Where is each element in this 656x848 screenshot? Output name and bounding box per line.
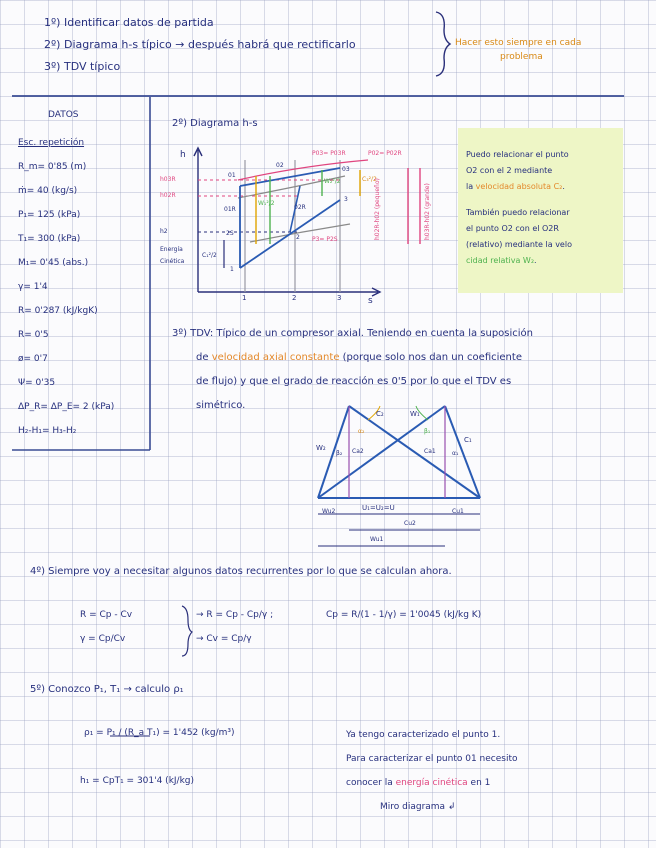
hs-tick: 1 [242,294,247,302]
note-line: (relativo) mediante la velo [466,240,572,249]
tdv-label: α₁ [452,450,459,457]
formula: Cp = R/(1 - 1/γ) = 1'0045 (kJ/kg K) [326,610,482,620]
datos-item: ṁ= 40 (kg/s) [18,186,78,196]
formula: → R = Cp - Cp/γ ; [196,610,274,620]
hs-label: C₃²/2 [362,176,377,183]
hs-label: 2S [226,230,234,237]
remark-line: Para caracterizar el punto 01 necesito [346,754,518,764]
note-line: También puedo relacionar [466,208,570,217]
section3-line1: 3º) TDV: Típico de un compresor axial. Teniendo en cuenta la suposición [172,328,534,339]
datos-item: H₂-H₁= H₃-H₂ [18,426,77,436]
tdv-diagram [318,406,480,546]
datos-item: T₁= 300 (kPa) [18,234,81,244]
hs-tick: 3 [337,294,342,302]
remark-line: Miro diagrama ↲ [380,802,456,812]
hs-label: W₁²/2 [258,200,275,207]
hs-label: 2 [296,234,300,241]
tdv-label: α₂ [358,428,365,435]
hs-label: P02= P02R [368,150,402,157]
formula: γ = Cp/Cv [80,634,126,644]
formula: → Cv = Cp/γ [196,634,252,644]
step1-text: 1º) Identificar datos de partida [44,16,214,29]
datos-item: P₁= 125 (kPa) [18,210,81,220]
tdv-label: C₁ [464,436,472,444]
hs-label: h2 [160,228,168,235]
hs-label: h02R [160,192,176,199]
hs-rotated-label: h02R-h02 (pequeño) [374,178,381,240]
datos-item: Ψ= 0'35 [18,378,56,388]
tdv-label: W₂ [316,444,326,452]
hs-label: Energía [160,246,183,253]
remark-line: conocer la energía cinética en 1 [346,778,491,788]
hs-label: 01R [224,206,236,213]
datos-item: γ= 1'4 [18,282,48,292]
hs-label: C₁²/2 [202,252,217,259]
hs-label: 02 [276,162,284,169]
brace-shape [436,12,450,76]
hs-label: 3 [344,196,348,203]
note-line: el punto O2 con el O2R [466,224,559,233]
step3-text: 3º) TDV típico [44,60,121,73]
hs-label: W₂²/2 [324,178,341,185]
brace-note-line2: problema [500,52,543,62]
hs-label: 03 [342,166,350,173]
hs-label: P03= P03R [312,150,346,157]
note-line: O2 con el 2 mediante [466,166,553,175]
axis-s-label: s [368,296,373,306]
hs-diagram [194,148,420,296]
tdv-label: Cu2 [404,520,416,527]
note-line: cidad relativa W₂. [466,256,537,265]
rho-formula: ρ₁ = P₁ / (R_a T₁) = 1'452 (kg/m³) [84,728,235,738]
section3-line4: simétrico. [196,400,246,411]
datos-item: Esc. repetición [18,138,85,148]
tdv-label: W₁ [410,410,420,418]
section3-line2: de velocidad axial constante (porque solo nos dan un coeficiente [196,352,522,363]
section2-title: 2º) Diagrama h-s [172,118,258,129]
section5-line: 5º) Conozco P₁, T₁ → calculo ρ₁ [30,684,184,695]
step2-text: 2º) Diagrama h-s típico → después habrá que rectificarlo [44,38,356,51]
tdv-label: U₁=U₂=U [362,504,395,512]
datos-item: ø= 0'7 [18,354,48,364]
tdv-label: Wu2 [322,508,336,515]
formula-brace [182,606,192,656]
hs-label: 1 [230,266,234,273]
hs-tick: 2 [292,294,297,302]
formula: R = Cp - Cv [80,610,133,620]
datos-item: R= 0'5 [18,330,49,340]
datos-item: R_m= 0'85 (m) [18,162,87,172]
hs-label: 02R [294,204,306,211]
note-line: la velocidad absoluta C₂. [466,182,565,191]
tdv-label: Ca2 [352,448,364,455]
enthalpy-formula: h₁ = CpT₁ = 301'4 (kJ/kg) [80,776,195,786]
hs-label: P3= P2S [312,236,338,243]
datos-item: M₁= 0'45 (abs.) [18,258,89,268]
tdv-label: C₂ [376,410,384,418]
hs-label: 01 [228,172,236,179]
brace-note-line1: Hacer esto siempre en cada [455,38,582,48]
datos-item: ΔP_R= ΔP_E= 2 (kPa) [18,402,115,412]
note-line: Puedo relacionar el punto [466,150,569,159]
hs-label: Cinética [160,258,185,265]
tdv-label: Ca1 [424,448,436,455]
section3-line3: de flujo) y que el grado de reacción es 0'5 por lo que el TDV es [196,376,512,387]
datos-title: DATOS [48,110,79,120]
hs-rotated-label: h03R-h02 (grande) [424,183,431,240]
tdv-label: Cu1 [452,508,464,515]
tdv-label: Wu1 [370,536,384,543]
remark-line: Ya tengo caracterizado el punto 1. [346,730,501,740]
datos-item: R= 0'287 (kJ/kgK) [18,306,98,316]
tdv-label: β₁ [424,428,431,435]
tdv-label: β₂ [336,450,343,457]
axis-h-label: h [180,150,186,160]
hs-label: h03R [160,176,176,183]
section4-line: 4º) Siempre voy a necesitar algunos datos recurrentes por lo que se calculan ahora. [30,566,452,577]
